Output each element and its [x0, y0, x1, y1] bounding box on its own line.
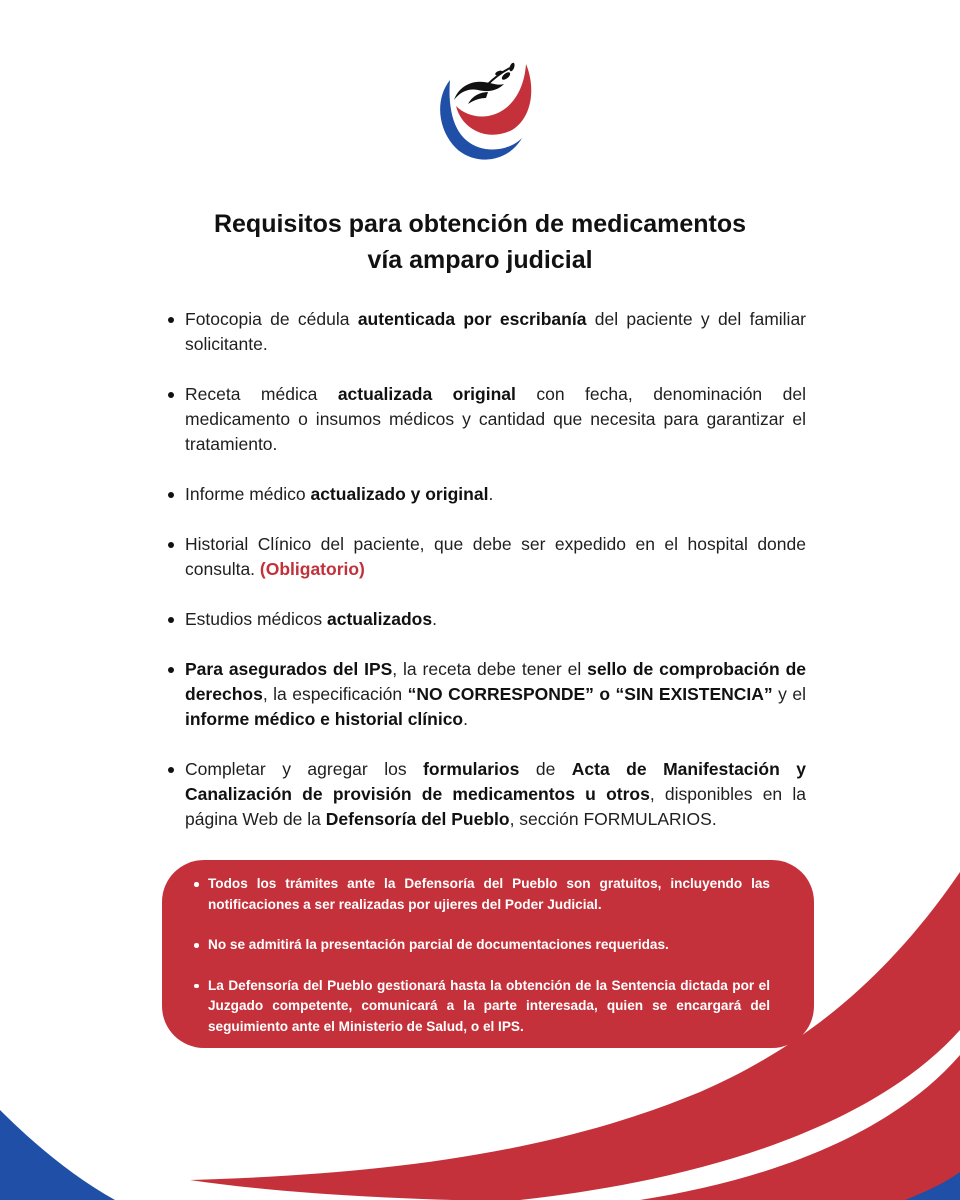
requirement-item	[185, 657, 806, 732]
requirement-text: Informe médico	[185, 484, 311, 504]
defensoria-logo	[436, 58, 536, 164]
notice-item: Todos los trámites ante la Defensoría del Pueblo son gratuitos, incluyendo las notificaciones a ser realizadas por ujieres del Poder Judicial.	[208, 874, 770, 915]
title-line-1: Requisitos para obtención de medicamentos	[213, 210, 747, 238]
requirement-text: , disponibles en la página Web de la	[185, 784, 806, 829]
requirement-text: Fotocopia de cédula	[185, 309, 358, 329]
requirement-emphasis: Acta de Manifestación y Canalización de provisión de medicamentos u otros	[185, 759, 806, 804]
page-title	[0, 206, 960, 278]
requirement-text: del paciente y del familiar solicitante.	[185, 309, 806, 354]
requirement-text: .	[463, 709, 468, 729]
obligatorio-label: (Obligatorio)	[259, 559, 365, 579]
logo-leaf-2	[508, 62, 515, 72]
logo-red-arc	[456, 64, 531, 135]
requirement-emphasis: Para asegurados del IPS	[185, 659, 393, 679]
requirement-emphasis: formularios	[423, 759, 520, 779]
requirement-text: Receta médica	[185, 384, 338, 404]
notice-item: No se admitirá la presentación parcial de documentaciones requeridas.	[208, 935, 770, 956]
logo-black-stroke-2	[468, 92, 488, 104]
requirement-item	[185, 757, 806, 832]
requirement-emphasis: sello de comprobación de derechos	[185, 659, 807, 704]
requirement-emphasis: “NO CORRESPONDE” o “SIN EXISTENCIA”	[407, 684, 773, 704]
requirement-emphasis: actualizados	[327, 609, 433, 629]
requirements-list	[185, 307, 806, 857]
requirement-emphasis: informe médico e historial clínico	[185, 709, 464, 729]
requirement-item	[185, 307, 806, 357]
requirement-text: Historial Clínico del paciente, que debe ser expedido en el hospital donde consulta.	[185, 534, 806, 579]
requirement-text: , sección FORMULARIOS.	[509, 809, 717, 829]
requirement-text: Completar y agregar los	[185, 759, 424, 779]
requirement-text: , la receta debe tener el	[392, 659, 588, 679]
requirement-item	[185, 607, 806, 632]
requirement-text: con fecha, denominación del medicamento o insumos médicos y cantidad que necesita para garantizar el tratamiento.	[185, 384, 806, 454]
title-line-2: vía amparo judicial	[367, 246, 593, 274]
notice-item: La Defensoría del Pueblo gestionará hasta la obtención de la Sentencia dictada por el Juzgado competente, comunicará a la parte interesada, quien se encargará del seguimiento ante el Ministerio de Salud, o el IPS.	[208, 976, 770, 1038]
requirement-item	[185, 382, 806, 457]
requirement-item	[185, 482, 806, 507]
notice-list	[208, 874, 770, 1037]
requirement-item	[185, 532, 806, 582]
requirement-emphasis: Defensoría del Pueblo	[325, 809, 510, 829]
requirement-text: de	[519, 759, 572, 779]
requirement-text: Estudios médicos	[185, 609, 328, 629]
requirement-text: .	[488, 484, 494, 504]
blue-corner-left	[0, 1110, 115, 1200]
requirement-emphasis: actualizada original	[337, 384, 516, 404]
requirement-emphasis: actualizado y original	[310, 484, 489, 504]
notice-box	[162, 860, 814, 1048]
requirement-text: y el	[772, 684, 806, 704]
requirement-emphasis: autenticada por escribanía	[357, 309, 587, 329]
requirement-text: .	[432, 609, 437, 629]
requirement-text: , la especificación	[262, 684, 408, 704]
